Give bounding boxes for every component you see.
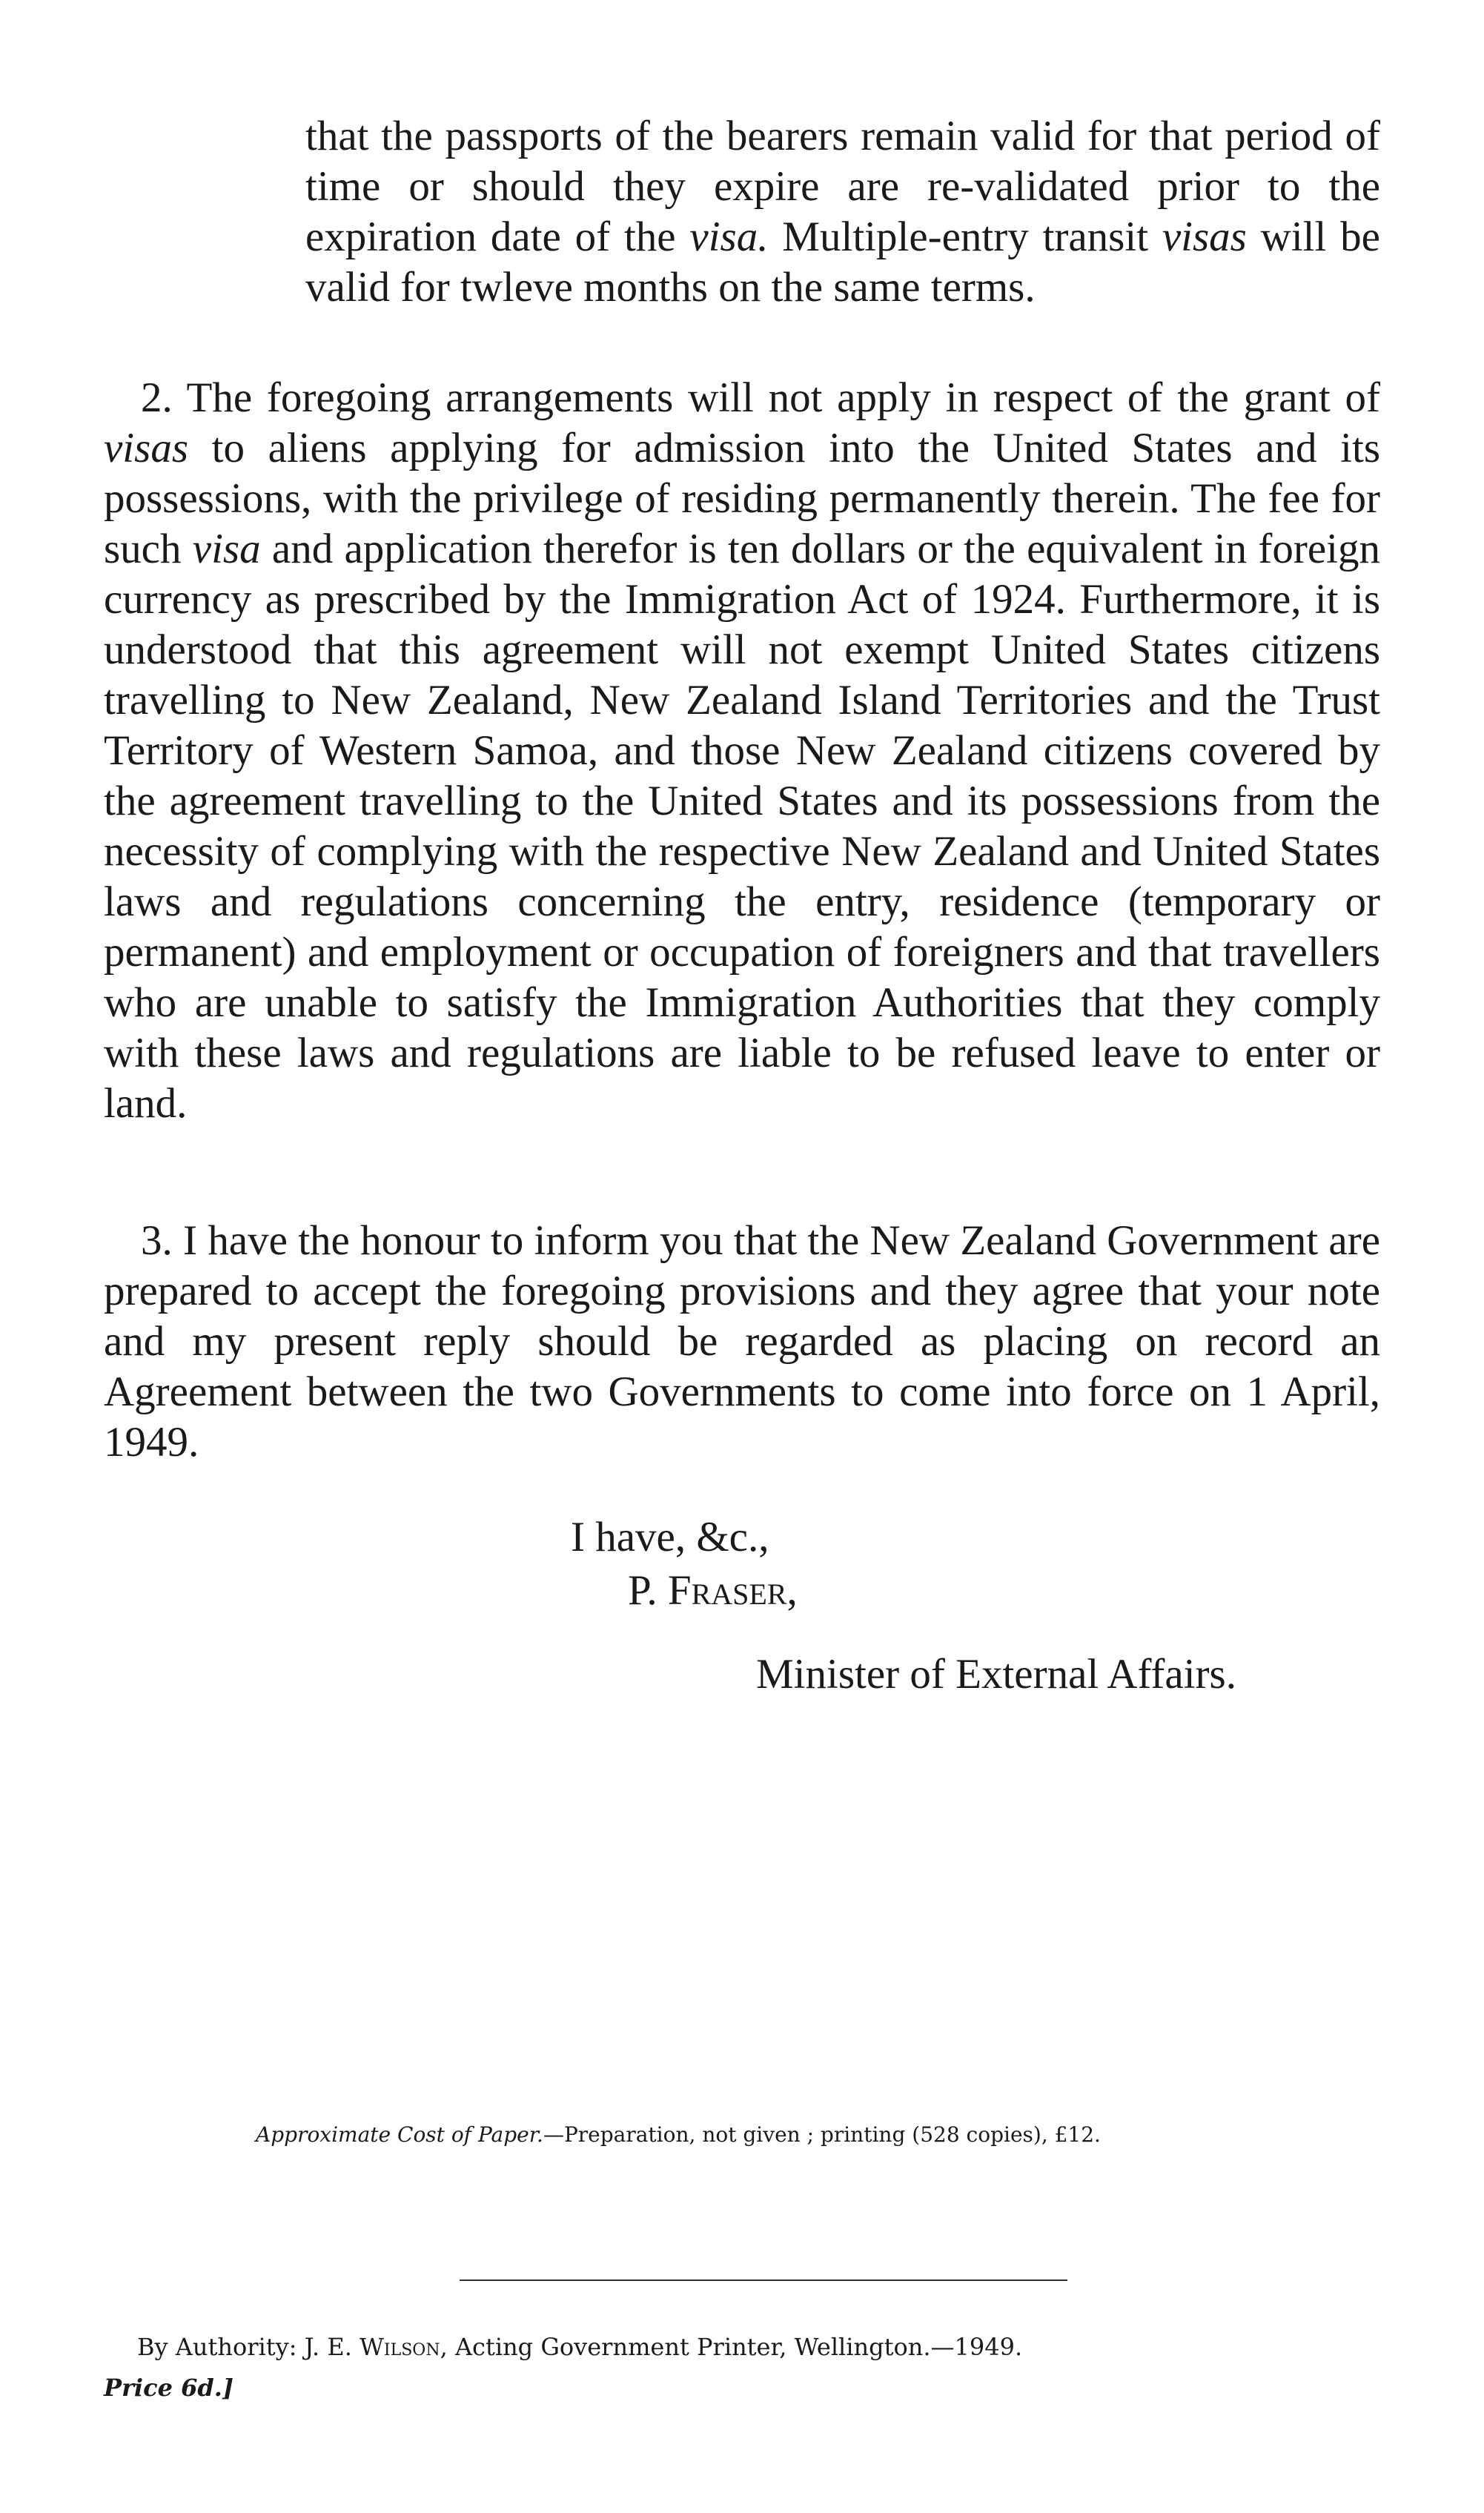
signature-greeting: I have, &c., bbox=[571, 1514, 769, 1560]
signature-title: Minister of External Affairs. bbox=[756, 1651, 1236, 1698]
paragraph-3: 3. I have the honour to inform you that the New Zealand Government are prepared to accept the foregoing provisions and they agree that your note and my present reply should be regarded as placing on record an Agreement between the two Governments to come into force on 1 April, 1949. bbox=[104, 1217, 1380, 1466]
footer-divider bbox=[460, 2279, 1067, 2281]
paragraph-2: 2. The foregoing arrangements will not apply in respect of the grant of visas to aliens applying for admission into the United States and its possessions, with the privilege of residing permanently therein. The fee for such visa and application therefor is ten dollars or the equivalent in foreign currency as prescribed by the Immigration Act of 1924. Furthermore, it is understood that this agreement will not exempt United States citizens travelling to New Zealand, New Zealand Island Territories and the Trust Territory of Western Samoa, and those New Zealand citizens covered by the agreement travelling to the United States and its possessions from the necessity of complying with the respective New Zealand and United States laws and regulations concerning the entry, residence (temporary or permanent) and employment or occupation of foreigners and that travellers who are unable to satisfy the Immigration Authorities that they comply with these laws and regulations are liable to be refused leave to enter or land. bbox=[104, 374, 1381, 1127]
cost-of-paper-note: Approximate Cost of Paper.—Preparation, not given ; printing (528 copies), £12. bbox=[256, 2122, 1101, 2147]
paragraph-number: 3. bbox=[141, 1217, 173, 1264]
paragraph-continued: that the passports of the bearers remain valid for that period of time or should they expire are re-validated prior to the expiration date of the visa. Multiple-entry transit visas will be valid for twleve months on the same terms. bbox=[305, 113, 1380, 311]
printer-authority-line: By Authority: J. E. Wilson, Acting Government Printer, Wellington.—1949. bbox=[137, 2333, 1023, 2361]
price-label: Price 6d.] bbox=[104, 2374, 233, 2402]
paragraph-number: 2. bbox=[141, 374, 173, 421]
signature-name: P. Fraser, bbox=[628, 1567, 798, 1614]
